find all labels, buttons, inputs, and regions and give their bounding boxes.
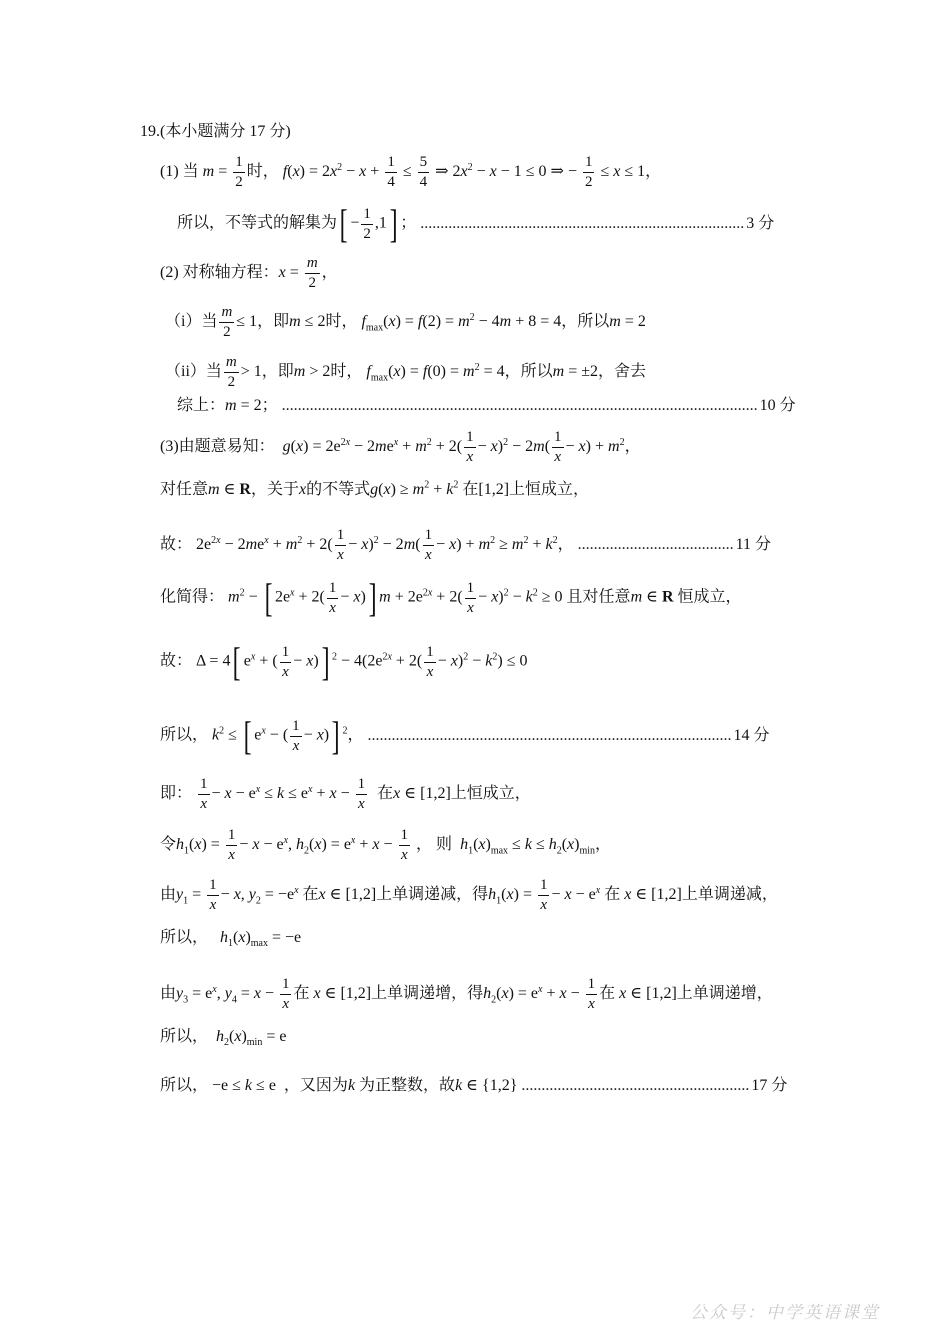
score-3: 3 分 <box>746 214 775 232</box>
part2-case-ii: （ii）当 $\frac{m}{2}$ > 1，即m > 2时， $f_{max}(x) = f(0) = m^2 = 4$，所以m = ±2，舍去 <box>165 354 647 390</box>
part3-h2min: 所以， $h_2(x)_{min} = e$ <box>160 1028 287 1049</box>
part3-therefore: 故： $2e^{2x} - 2me^x + m^2 + 2$( $\frac{1}{x}$ − x)$^2$ − 2m( $\frac{1}{x}$ − $x) + m^2 \ge m^2 + k^2$， ....................................... 11 分 <box>160 527 772 563</box>
score-11: 11 分 <box>735 536 772 554</box>
part1-line1: (1) 当 m = $\frac{1}{2}$ 时， $f(x) = 2x^2 - x$ + $\frac{1}{4}$ ≤ $\frac{5}{4}$ ⇒ $2x^2 - x - 1 \le 0$ ⇒ − $\frac{1}{2}$ ≤ x ≤ 1， <box>160 154 662 190</box>
score-17: 17 分 <box>751 1077 788 1094</box>
problem-header: 19.(本小题满分 17 分) <box>140 123 291 140</box>
part1-solution: 所以，不等式的解集为[ − $\frac{1}{2}$ ,1] ； ................................................................................. 3 分 <box>177 201 775 246</box>
part3-range: 即： $\frac{1}{x}$ − $x - e^x \le k \le e^x + x$ − $\frac{1}{x}$ 在x ∈ [1,2]上恒成立， <box>160 776 531 812</box>
score-14: 14 分 <box>733 726 770 744</box>
part3-forall: 对任意m ∈ R，关于x的不等式$g(x) \ge m^2 + k^2$ 在[1,2]上恒成立， <box>160 479 590 498</box>
part3-g: (3)由题意易知： $g(x) = 2e^{2x} - 2me^x + m^2 + 2$( $\frac{1}{x}$ − x)$^2$ − 2m( $\frac{1}{x}$ − $x) + m^2$， <box>160 429 641 465</box>
part3-final: 所以， −e ≤ k ≤ e ，又因为k 为正整数，故k ∈ {1,2} ......................................................... 17 分 <box>160 1077 788 1094</box>
part3-let: 令$h_1(x)$ = $\frac{1}{x}$ − $x - e^x$, $h_2(x) = e^x + x$ − $\frac{1}{x}$ ， 则 $h_1(x)_{max} \le k \le h_2(x)_{min}$， <box>160 827 612 863</box>
part2-case-i: （i）当 $\frac{m}{2}$ ≤ 1，即m ≤ 2时， $f_{max}(x) = f(2) = m^2 - 4m + 8 = 4$，所以m = 2 <box>165 304 646 340</box>
part3-increasing: 由$y_3 = e^x$, $y_4 = x$ − $\frac{1}{x}$ 在 x ∈ [1,2]上单调递增，得$h_2(x) = e^x + x$ − $\frac{1}{x}$ 在 x ∈ [1,2]上单调递增， <box>160 976 773 1012</box>
part3-k-square: 所以， $k^2$ ≤ [ $e^x$ − ( $\frac{1}{x}$ − x)] $^2$， ........................................................................................... 14 分 <box>160 713 770 758</box>
part2-axis: (2) 对称轴方程：x = $\frac{m}{2}$ ， <box>160 255 338 291</box>
part3-decreasing: 由$y_1$ = $\frac{1}{x}$ − x, $y_2 = -e^x$ 在x ∈ [1,2]上单调递减，得$h_1(x)$ = $\frac{1}{x}$ − $x - e^x$ 在 x ∈ [1,2]上单调递减， <box>160 877 778 913</box>
score-10: 10 分 <box>759 397 796 414</box>
part3-simplify: 化简得： $m^2$ − [ $2e^x + 2$( $\frac{1}{x}$ − x)] $m + 2e^{2x} + 2$( $\frac{1}{x}$ − $x)^2 - k^2 \ge 0$ 且对任意m ∈ R 恒成立， <box>160 575 742 620</box>
part3-delta: 故： Δ = 4[ $e^x$ + ( $\frac{1}{x}$ − x)] $^2 - 4(2e^{2x} + 2$( $\frac{1}{x}$ − $x)^2 - k^2) \le 0$ <box>160 639 528 684</box>
part2-summary: 综上：m = 2； ....................................................................................................................... 10 分 <box>177 397 796 414</box>
part3-h1max: 所以， $h_1(x)_{max} = -e$ <box>160 929 302 950</box>
watermark: 公众号：中学英语课堂 <box>690 1303 880 1323</box>
